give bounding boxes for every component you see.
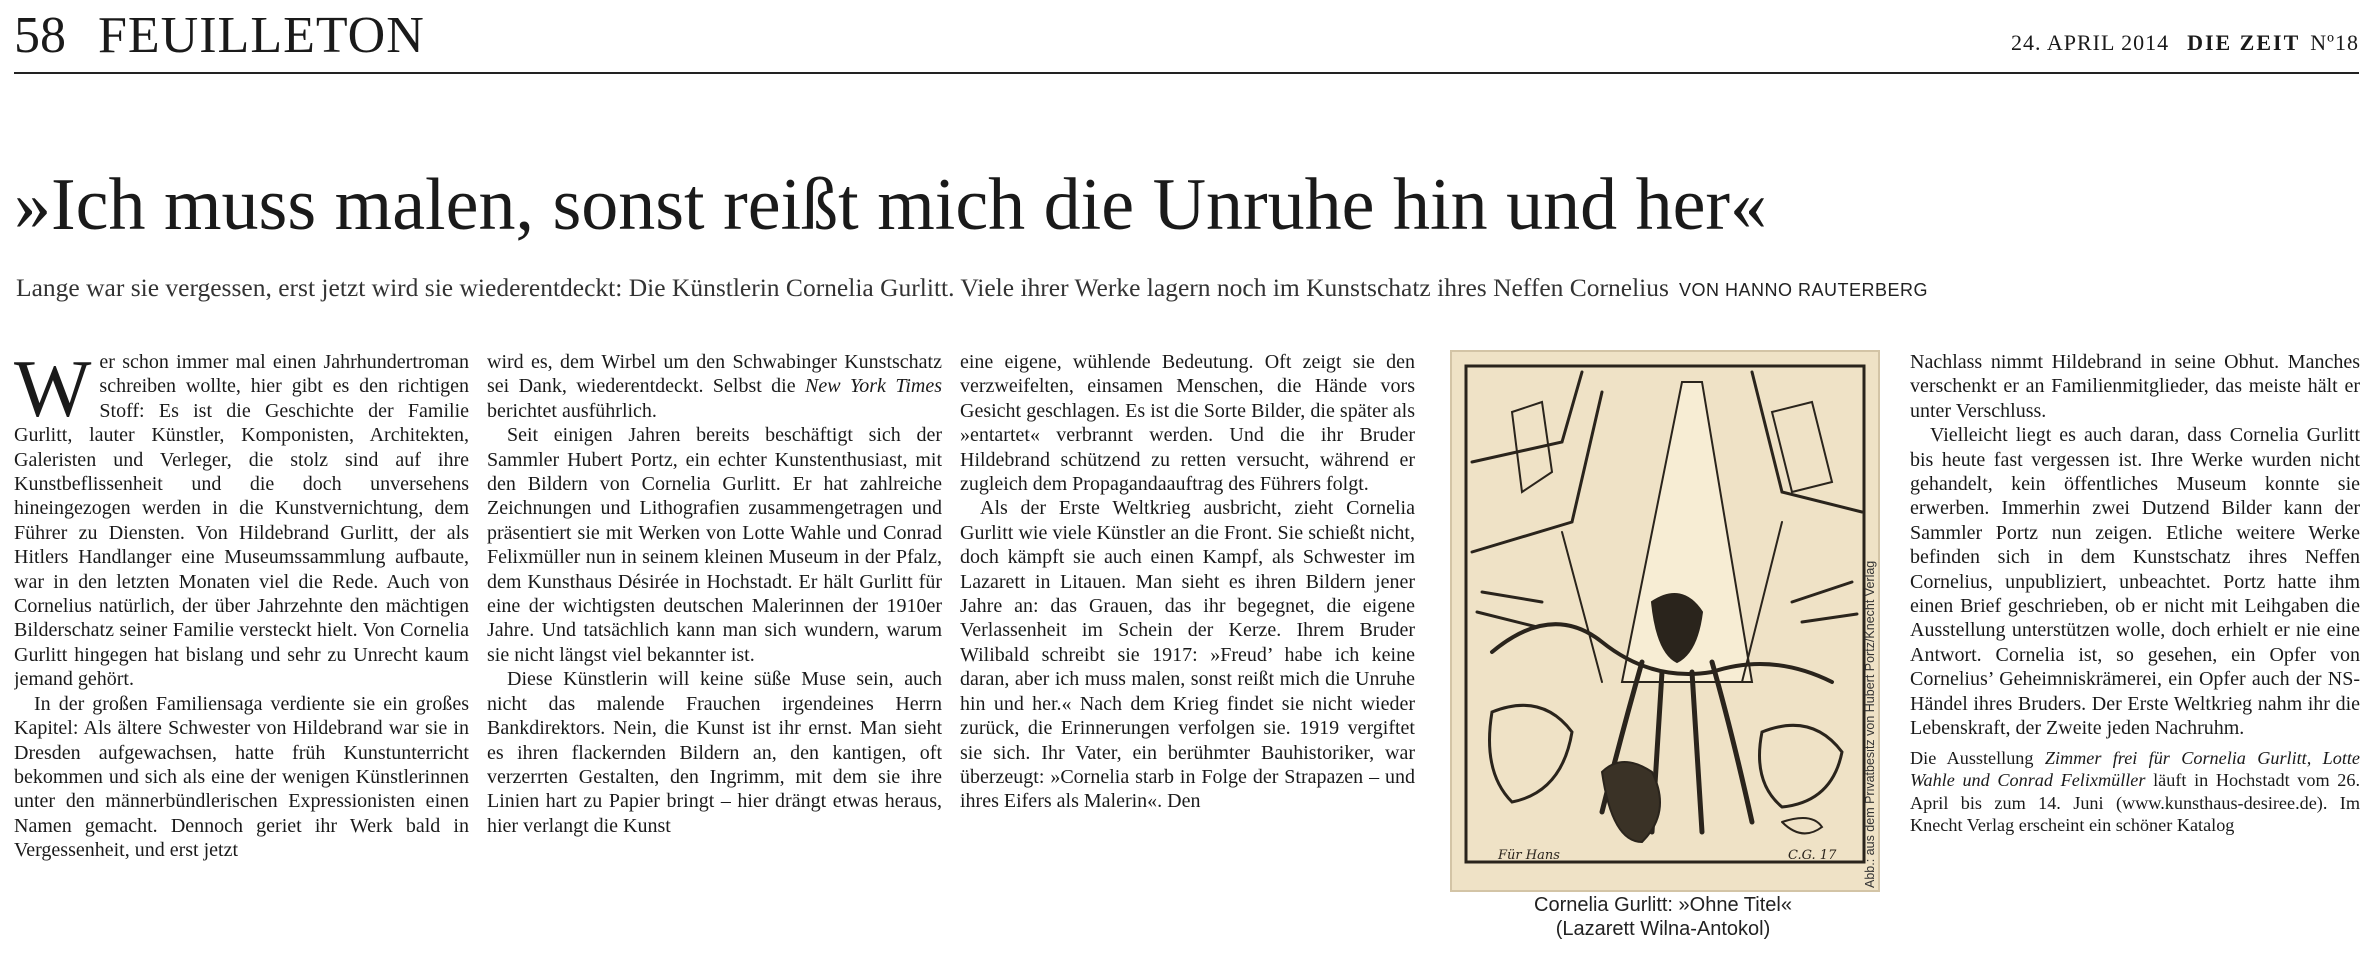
headline: »Ich muss malen, sonst reißt mich die Unruhe hin und her«: [14, 164, 1768, 246]
article-column-2: [487, 350, 942, 960]
note-text: Die Ausstellung: [1910, 747, 2045, 768]
paragraph: Seit einigen Jahren bereits beschäftigt sich der Sammler Hubert Portz, ein echter Kunstenthusiast, mit den Bildern von Cornelia Gurlitt. Er hat zahlreiche Zeichnungen und Lithografien zusammengetragen und präsentiert sie mit Werken von Lotte Wahle und Conrad Felixmüller nun in seinem kleinen Museum in der Pfalz, dem Kunsthaus Désirée in Hochstadt. Er hält Gurlitt für eine der wichtigsten deutschen Malerinnen der 1910er Jahre. Und tatsächlich kann man sich wundern, warum sie nicht längst viel bekannter ist.: [487, 424, 942, 666]
byline: VON HANNO RAUTERBERG: [1678, 280, 1928, 300]
newspaper-name: DIE ZEIT: [2187, 30, 2301, 55]
drop-cap: W: [14, 350, 92, 434]
paragraph: In der großen Familiensaga verdiente sie ein großes Kapitel: Als ältere Schwester von Hildebrand war sie in Dresden aufgewachsen, hatte früh Kunstunterricht bekommen und sich als eine der wenigen Künstlerinnen unter den männerbündlerischen Expressionisten einen Namen gemacht. Dennoch geriet ihr Werk bald in Vergessenheit, und erst jetzt: [14, 692, 469, 862]
paragraph-text: er schon immer mal einen Jahrhundertroman schreiben wollte, hier gibt es den richtigen Stoff: Es ist die Geschichte der Familie Gurlitt, lauter Künstler, Komponisten, Architekten, Galeristen und Verleger, die stolz sind auf ihre Kunstbeflissenheit und die doch unversehens hineingezogen werden in die Kunstvernichtung, dem Führer zu Diensten. Von Hildebrand Gurlitt, der als Hitlers Handlanger eine Museumssammlung aufbaute, war in den letzten Monaten viel die Rede. Auch von Cornelius natürlich, der über Jahrzehnte den mächtigen Bilderschatz seiner Familie versteckt hielt. Von Cornelia Gurlitt hingegen hat bislang und sehr zu Unrecht kaum jemand gehört.: [14, 351, 469, 691]
exhibition-note: [1910, 747, 2360, 837]
article-column-3: [960, 350, 1415, 960]
paragraph: Nachlass nimmt Hildebrand in seine Obhut. Manches verschenkt er an Familienmitglieder, das meiste hält er unter Verschluss.: [1910, 351, 2360, 422]
issue-date: 24. APRIL 2014: [2011, 30, 2170, 55]
subhead-text: Lange war sie vergessen, erst jetzt wird sie wiederentdeckt: Die Künstlerin Cornelia Gurlitt. Viele ihrer Werke lagern noch im Kunstschatz ihres Neffen Cornelius: [16, 273, 1669, 302]
paragraph: Vielleicht liegt es auch daran, dass Cornelia Gurlitt bis heute fast vergessen ist. Ihre Werke wurden nicht gehandelt, kein öffentliches Museum konnte sie erwerben. Immerhin zwei Dutzend Bilder kann der Sammler Portz nun zeigen. Etliche weitere Werke befinden sich in dem Kunstschatz ihres Neffen Cornelius, unpubliziert, unbeachtet. Portz hatte ihm einen Brief geschrieben, ob er nicht mit Leihgaben die Ausstellung unterstützen wolle, doch erhielt er nie eine Antwort. Cornelia ist, so gesehen, ein Opfer von Cornelius’ Geheimniskrämerei, ein Opfer auch der NS-Händel ihres Bruders. Der Erste Weltkrieg nahm ihr die Lebenskraft, der Zweite jeden Nachruhm.: [1910, 424, 2360, 740]
article-column-1: [14, 350, 469, 960]
paragraph-text: wird es, dem Wirbel um den Schwabinger Kunstschatz sei Dank, wiederentdeckt. Selbst die: [487, 351, 942, 398]
paragraph: [487, 350, 942, 423]
masthead: [14, 0, 2359, 74]
caption-line: (Lazarett Wilna-Antokol): [1555, 918, 1771, 940]
newspaper-reference: New York Times: [805, 375, 942, 398]
exhibition-title: Zimmer frei für Cornelia Gurlitt, Lotte Wahle und Conrad Felixmüller: [1910, 747, 2360, 791]
paragraph: [14, 350, 469, 692]
issue-number: Nº18: [2310, 30, 2359, 55]
image-caption: [1450, 893, 1876, 941]
article-column-4: [1910, 350, 2360, 960]
issue-info: [2011, 30, 2359, 56]
artwork-image: [1450, 350, 1880, 892]
artwork-inscription-right: C.G. 17: [1788, 848, 1837, 863]
subhead: [16, 273, 1928, 303]
paragraph: Diese Künstlerin will keine süße Muse sein, auch nicht das malende Frauchen irgendeines Herrn Bankdirektors. Nein, die Kunst ist ihr ernst. Man sieht es ihren flackernden Bildern an, den kantigen, oft verzerrten Gestalten, den Ingrimm, mit dem sie ihre Linien hart zu Papier bringt – hier drängt etwas heraus, hier verlangt die Kunst: [487, 668, 942, 837]
paragraph: Als der Erste Weltkrieg ausbricht, zieht Cornelia Gurlitt wie viele Künstler an die Front. Sie schießt nicht, doch kämpft sie auch einen Kampf, als Schwester im Lazarett in Litauen. Man sieht es ihren Bildern jener Jahre an: das Grauen, das ihr begegnet, die eigene Verlassenheit im Schein der Kerze. Ihrem Bruder Wilibald schreibt sie 1917: »Freud’ habe ich keine daran, aber ich muss malen, sonst reißt mich die Unruhe hin und her.« Nach dem Krieg findet sie nicht wieder zurück, die Erinnerungen verfolgen sie. 1919 vergiftet sie sich. Ihr Vater, ein berühmter Bauhistoriker, war überzeugt: »Cornelia starb in Folge der Strapazen – und ihres Eifers als Malerin«. Den: [960, 497, 1415, 813]
page-number: 58: [14, 7, 66, 64]
artwork-drawing: [1452, 352, 1878, 890]
image-credit: Abb.: aus dem Privatbesitz von Hubert Portz/Knecht Verlag: [1863, 560, 1877, 888]
section-title: FEUILLETON: [98, 7, 425, 64]
paragraph-text: berichtet ausführlich.: [487, 399, 657, 422]
artwork-inscription-left: Für Hans: [1498, 848, 1560, 863]
caption-line: Cornelia Gurlitt: »Ohne Titel«: [1534, 894, 1792, 916]
note-text: läuft in Hochstadt vom 26. April bis zum 14. Juni (www.kunsthaus-desiree.de). Im Knecht Verlag erscheint ein schöner Katalog: [1910, 770, 2360, 836]
paragraph: eine eigene, wühlende Bedeutung. Oft zeigt sie den verzweifelten, einsamen Menschen, die Hände vors Gesicht geschlagen. Es ist die Sorte Bilder, die später als »entartet« verbrannt werden. Und die ihr Bruder Hildebrand schützend zu retten versucht, während er zugleich dem Propagandaauftrag des Führers folgt.: [960, 351, 1415, 496]
